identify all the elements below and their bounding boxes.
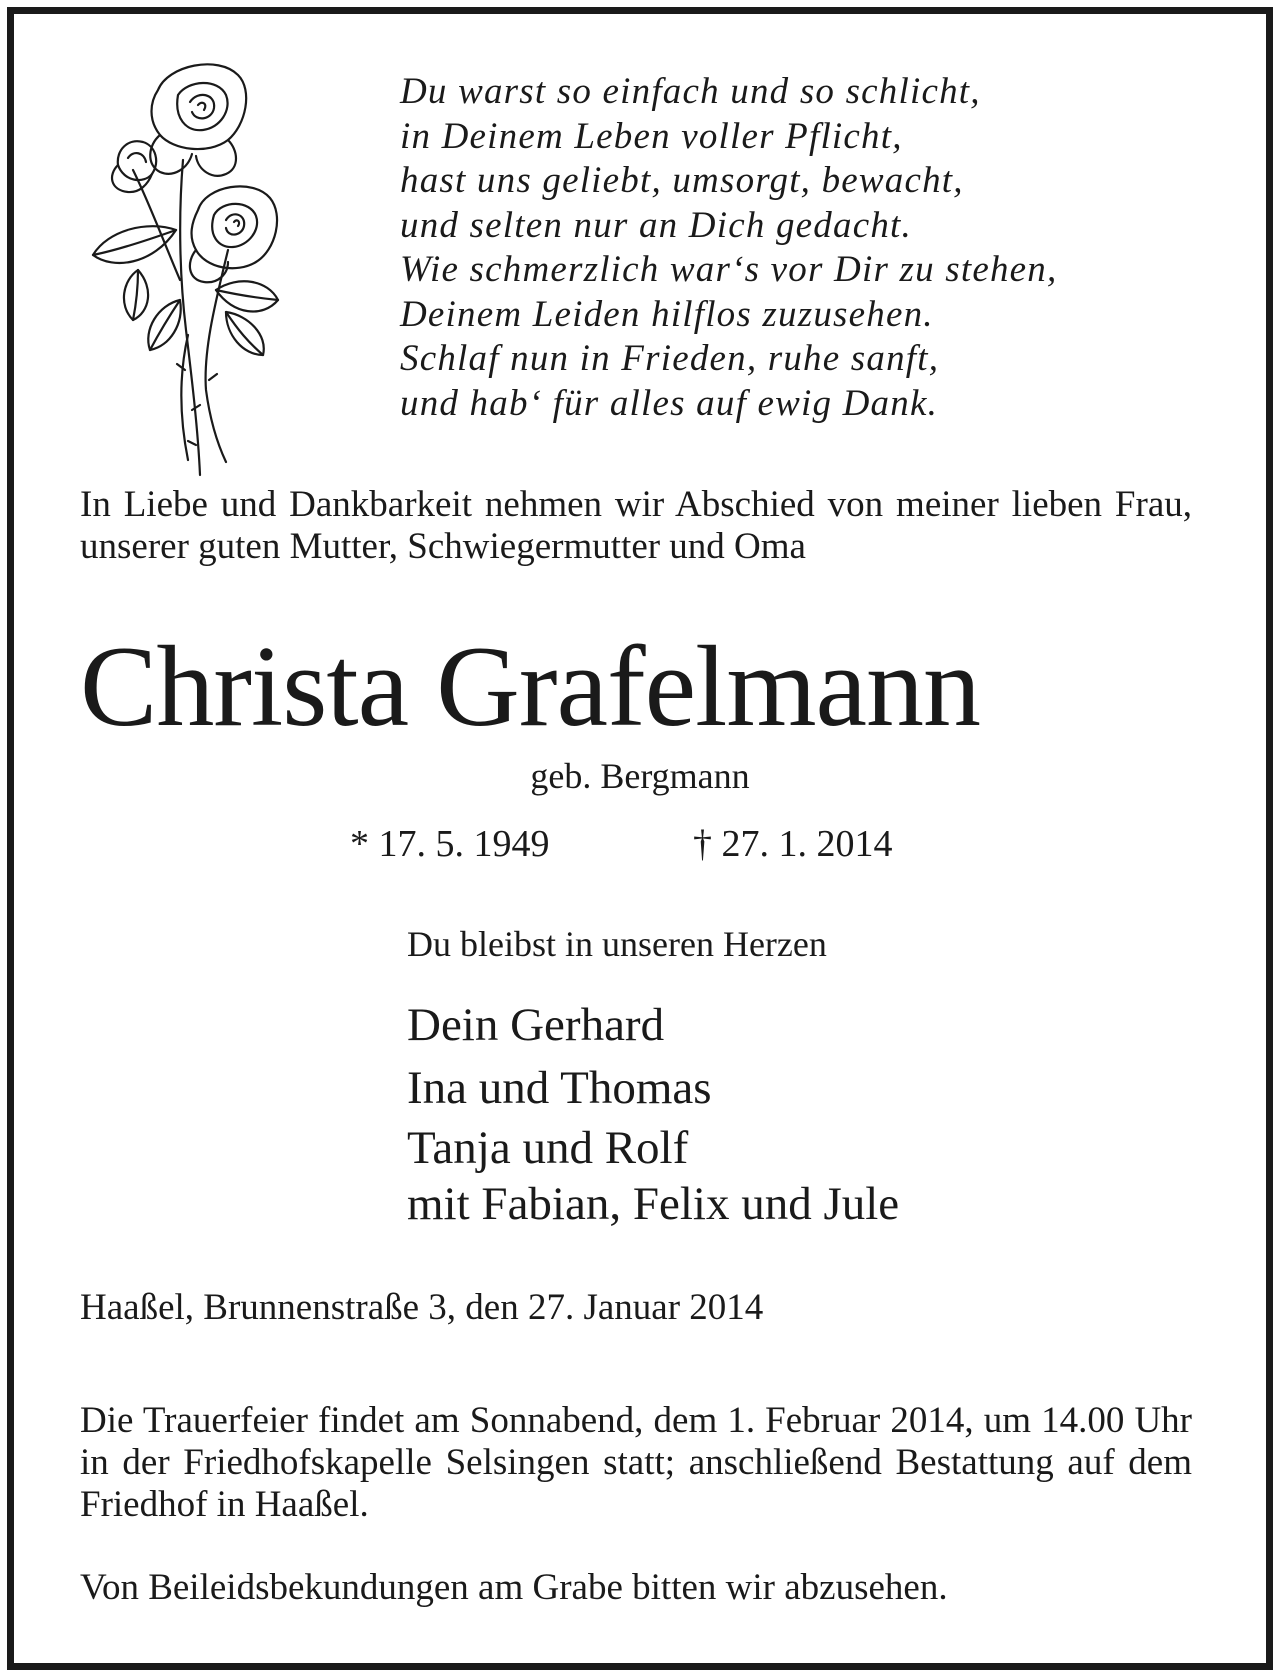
roses-illustration [88,50,298,480]
poem-line: Deinem Leiden hilflos zuzusehen. [400,293,934,335]
poem-line: Wie schmerzlich war‘s vor Dir zu stehen, [400,249,1058,290]
poem-line: in Deinem Leben voller Pflicht, [400,115,903,157]
poem-line: und hab‘ für alles auf ewig Dank. [400,382,939,424]
birth-date: * 17. 5. 1949 [350,823,550,865]
closing-line: Du bleibst in unseren Herzen [407,924,827,964]
signer: Ina und Thomas [407,1062,712,1114]
poem-line: Schlaf nun in Frieden, ruhe sanft, [400,338,940,379]
death-date: † 27. 1. 2014 [693,823,893,865]
poem-line: und selten nur an Dich gedacht. [400,204,912,246]
maiden-name: geb. Bergmann [530,756,750,796]
poem-line: Du warst so einfach und so schlicht, [400,71,981,112]
poem-line: hast uns geliebt, umsorgt, bewacht, [400,160,964,201]
deceased-name: Christa Grafelmann [80,623,981,751]
signers-list [407,994,899,1232]
signer: Dein Gerhard [407,999,665,1051]
condolence-note: Von Beileidsbekundungen am Grabe bitten wir abzusehen. [80,1567,948,1608]
funeral-notice: Die Trauerfeier findet am Sonnabend, dem 1. Februar 2014, um 14.00 Uhr in der Friedhofskapelle Selsingen statt; anschließend Bestattung auf dem Friedhof in Haaßel. [80,1400,1192,1525]
poem [400,70,1200,426]
signer: mit Fabian, Felix und Jule [407,1178,900,1230]
signer: Tanja und Rolf [407,1122,689,1174]
intro-text: In Liebe und Dankbarkeit nehmen wir Abschied von meiner lieben Frau, unserer guten Mutter, Schwiegermutter und Oma [80,484,1192,567]
place-date: Haaßel, Brunnenstraße 3, den 27. Januar 2014 [80,1287,764,1328]
